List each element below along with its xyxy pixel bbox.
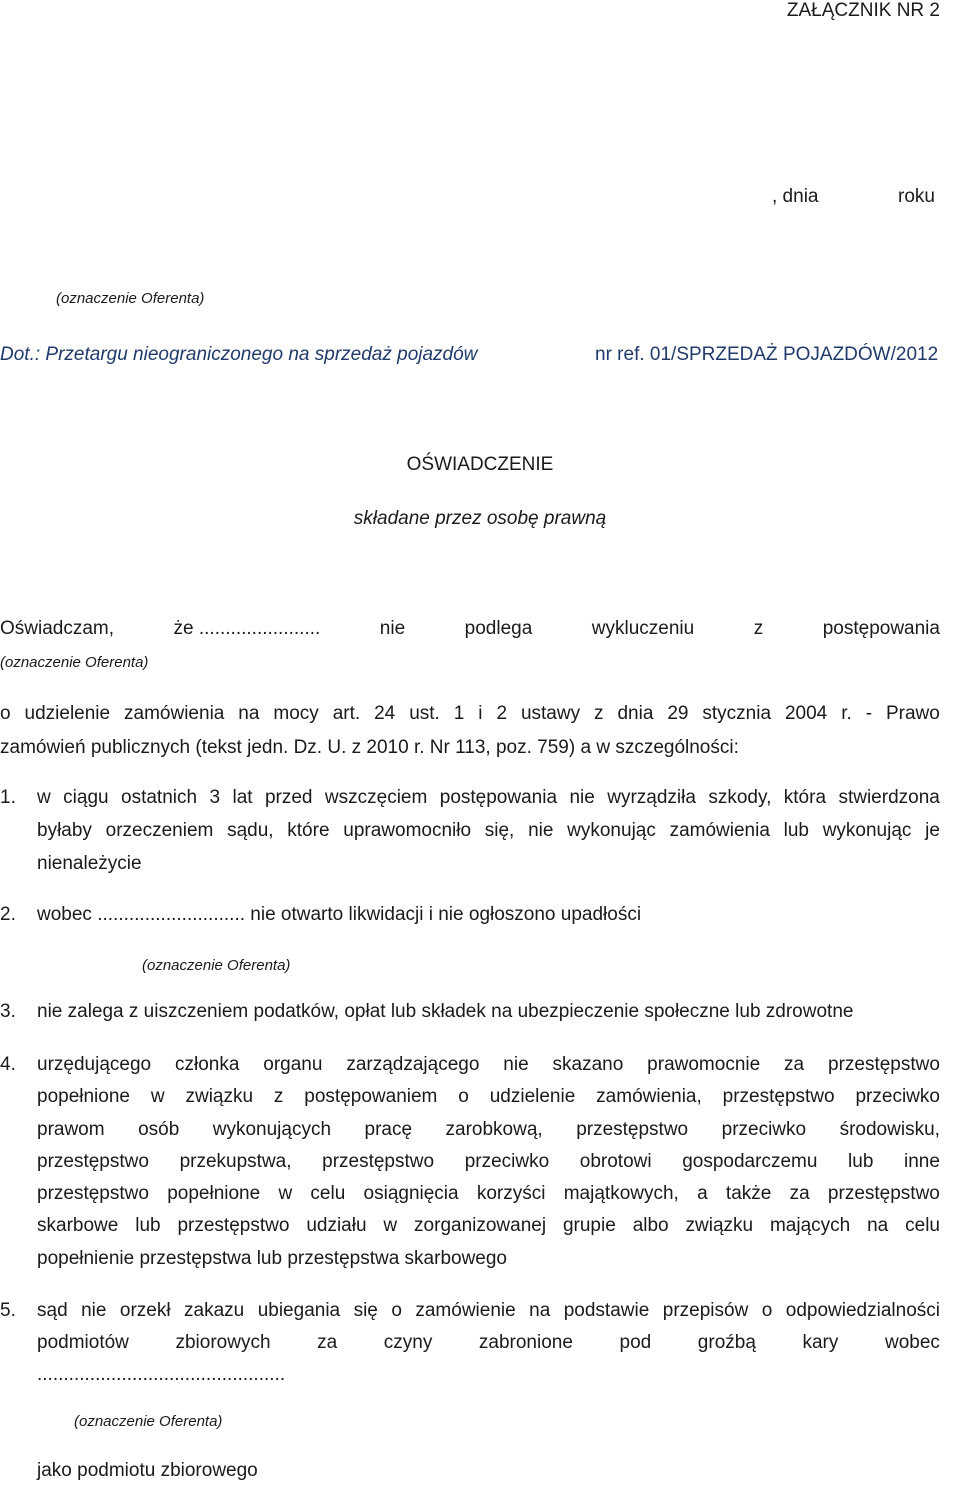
word: zamówienia	[669, 820, 770, 841]
word: postępowaniem	[304, 1086, 438, 1107]
item-1-line-1	[37, 787, 940, 809]
word: związku	[685, 1215, 754, 1236]
declaration-line-3: zamówień publicznych (tekst jedn. Dz. U. z 2010 r. Nr 113, poz. 759) a w szczególności:	[0, 737, 739, 758]
word: przeciwko	[855, 1086, 940, 1107]
item-5-line-1	[37, 1300, 940, 1322]
word: postępowania	[822, 618, 940, 639]
word: w	[278, 1183, 293, 1204]
word: lub	[848, 1151, 874, 1172]
word: z	[273, 1086, 284, 1107]
word: nie	[528, 820, 554, 841]
word: 29	[667, 703, 689, 724]
word: się	[353, 1300, 378, 1321]
item-2-text: wobec ............................ nie otwarto likwidacji i nie ogłoszono upadłości	[37, 904, 642, 925]
word: skarbowe	[37, 1215, 119, 1236]
word: w	[383, 1215, 398, 1236]
word: grupie	[562, 1215, 616, 1236]
word: 2	[496, 703, 508, 724]
word: Oświadczam,	[0, 618, 115, 639]
year-label: roku	[898, 186, 935, 207]
word: ust.	[409, 703, 440, 724]
word: udzielenie	[489, 1086, 576, 1107]
word: na	[238, 703, 260, 724]
offeror-placeholder: że .......................	[173, 618, 321, 639]
word: przestępstwo	[576, 1119, 689, 1140]
word: uprawomocniło	[343, 820, 472, 841]
word: sądu,	[227, 820, 274, 841]
word: wykonując	[822, 820, 912, 841]
offeror-label-item-5: (oznaczenie Oferenta)	[74, 1413, 223, 1430]
item-3-text: nie zalega z uiszczeniem podatków, opłat lub składek na ubezpieczenie społeczne lub zdrowotne	[37, 1001, 854, 1022]
word: urzędującego	[37, 1054, 152, 1075]
word: które	[287, 820, 330, 841]
word: zabronione	[478, 1332, 573, 1353]
item-1-number: 1.	[0, 787, 16, 808]
word: postępowania	[439, 787, 558, 808]
word: je	[925, 820, 940, 841]
word: lub	[783, 820, 809, 841]
attachment-header: ZAŁĄCZNIK NR 2	[786, 0, 940, 21]
word: wykonując	[567, 820, 656, 841]
word: r.	[841, 703, 852, 724]
word: przestępstwo	[722, 1086, 835, 1107]
word: zarobkową,	[445, 1119, 543, 1140]
word: obrotowi	[579, 1151, 652, 1172]
word: szkody,	[708, 787, 772, 808]
item-5-line-2	[37, 1332, 940, 1354]
word: Prawo	[885, 703, 940, 724]
word: o	[761, 1300, 773, 1321]
item-1-line-3: nienależycie	[37, 853, 142, 874]
word: przepisów	[662, 1300, 749, 1321]
offeror-label-top: (oznaczenie Oferenta)	[56, 290, 205, 307]
word: orzeczeniem	[105, 820, 214, 841]
document-title: OŚWIADCZENIE	[406, 454, 554, 475]
word: ustawy	[520, 703, 581, 724]
word: prawomocnie	[647, 1054, 761, 1075]
word: lub	[135, 1215, 161, 1236]
word: byłaby	[37, 820, 92, 841]
word: nie	[503, 1054, 529, 1075]
word: wyrządziła	[607, 787, 696, 808]
word: nie	[569, 787, 595, 808]
word: przekupstwa,	[179, 1151, 292, 1172]
document-subtitle: składane przez osobę prawną	[353, 508, 607, 529]
word: popełnione	[167, 1183, 261, 1204]
offeror-label-item-2: (oznaczenie Oferenta)	[142, 957, 291, 974]
word: przeciwko	[464, 1151, 550, 1172]
word: lat	[232, 787, 253, 808]
word: ostatnich	[121, 787, 198, 808]
word: podstawie	[563, 1300, 650, 1321]
word: zarządzającego	[346, 1054, 480, 1075]
word: inne	[904, 1151, 940, 1172]
word: zamówienie	[415, 1300, 516, 1321]
word: udziału	[306, 1215, 367, 1236]
word: wszczęciem	[324, 787, 428, 808]
word: a	[697, 1183, 708, 1204]
word: o	[391, 1300, 402, 1321]
word: zbiorowych	[175, 1332, 271, 1353]
word: się,	[484, 820, 515, 841]
word: przestępstwo	[37, 1183, 149, 1204]
item-4-line-6	[37, 1215, 940, 1237]
item-4-number: 4.	[0, 1054, 16, 1075]
word: mocy	[273, 703, 319, 724]
word: w	[37, 787, 51, 808]
declaration-line-1	[0, 618, 940, 640]
word: przestępstwo	[37, 1151, 149, 1172]
word: związku	[185, 1086, 254, 1107]
word: wobec	[884, 1332, 940, 1353]
word: członka	[174, 1054, 240, 1075]
date-label: , dnia	[772, 186, 819, 207]
word: celu	[310, 1183, 346, 1204]
item-3-number: 3.	[0, 1001, 16, 1022]
word: o	[0, 703, 11, 724]
item-5-closing: jako podmiotu zbiorowego	[37, 1460, 258, 1481]
item-1-line-2	[37, 820, 940, 842]
word: stycznia	[702, 703, 772, 724]
word: za	[784, 1054, 805, 1075]
word: prawom	[37, 1119, 105, 1140]
word: ubiegania	[257, 1300, 341, 1321]
word: mających	[769, 1215, 851, 1236]
word: która	[783, 787, 827, 808]
word: pracę	[364, 1119, 413, 1140]
item-4-line-4	[37, 1151, 940, 1173]
word: za	[789, 1183, 810, 1204]
subject-reference: nr ref. 01/SPRZEDAŻ POJAZDÓW/2012	[595, 344, 939, 365]
word: nie	[81, 1300, 107, 1321]
item-5-offeror-dots: ...............................................	[37, 1364, 286, 1385]
word: stwierdzona	[838, 787, 940, 808]
word: 3	[209, 787, 221, 808]
word: przestępstwo	[177, 1215, 290, 1236]
word: za	[317, 1332, 338, 1353]
word: orzekł	[119, 1300, 171, 1321]
word: majątkowych,	[563, 1183, 679, 1204]
word: wykluczeniu	[591, 618, 695, 639]
word: z	[594, 703, 604, 724]
word: dnia	[617, 703, 654, 724]
item-2-number: 2.	[0, 904, 16, 925]
word: 1	[453, 703, 465, 724]
word: korzyści	[476, 1183, 546, 1204]
item-4-line-7: popełnienie przestępstwa lub przestępstwa skarbowego	[37, 1248, 507, 1269]
word: 24	[374, 703, 396, 724]
subject-prefix: Dot.: Przetargu nieograniczonego na sprzedaż pojazdów	[0, 344, 478, 365]
word: udzielenie	[24, 703, 111, 724]
word: także	[725, 1183, 772, 1204]
word: i	[478, 703, 483, 724]
item-4-line-2	[37, 1086, 940, 1108]
word: osób	[138, 1119, 180, 1140]
word: z	[753, 618, 764, 639]
word: zamówienia	[124, 703, 225, 724]
word: zamówienia,	[596, 1086, 702, 1107]
declaration-line-2	[0, 703, 940, 725]
word: gospodarczemu	[682, 1151, 818, 1172]
word: przestępstwo	[827, 1183, 940, 1204]
word: przed	[264, 787, 313, 808]
word: groźbą	[697, 1332, 756, 1353]
word: podmiotów	[37, 1332, 129, 1353]
word: czyny	[383, 1332, 433, 1353]
word: przestępstwo	[828, 1054, 940, 1075]
word: zakazu	[184, 1300, 245, 1321]
word: 2004	[784, 703, 828, 724]
item-4-line-5	[37, 1183, 940, 1205]
offeror-label-declaration: (oznaczenie Oferenta)	[0, 654, 149, 671]
item-4-line-1	[37, 1054, 940, 1076]
word: organu	[263, 1054, 323, 1075]
word: osiągnięcia	[363, 1183, 459, 1204]
word: na	[867, 1215, 889, 1236]
word: środowisku,	[839, 1119, 940, 1140]
word: pod	[619, 1332, 652, 1353]
word: przeciwko	[721, 1119, 807, 1140]
word: kary	[802, 1332, 839, 1353]
word: wykonujących	[212, 1119, 332, 1140]
word: -	[865, 703, 873, 724]
word: przestępstwo	[322, 1151, 435, 1172]
word: popełnione	[37, 1086, 130, 1107]
word: sąd	[37, 1300, 68, 1321]
word: zorganizowanej	[414, 1215, 547, 1236]
word: nie	[379, 618, 406, 639]
item-4-line-3	[37, 1119, 940, 1141]
item-5-number: 5.	[0, 1300, 16, 1321]
word: art.	[332, 703, 361, 724]
word: albo	[632, 1215, 669, 1236]
word: skazano	[552, 1054, 624, 1075]
word: na	[529, 1300, 551, 1321]
word: odpowiedzialności	[785, 1300, 940, 1321]
word: w	[150, 1086, 165, 1107]
word: o	[458, 1086, 469, 1107]
word: ciągu	[63, 787, 109, 808]
word: celu	[905, 1215, 940, 1236]
word: podlega	[464, 618, 533, 639]
